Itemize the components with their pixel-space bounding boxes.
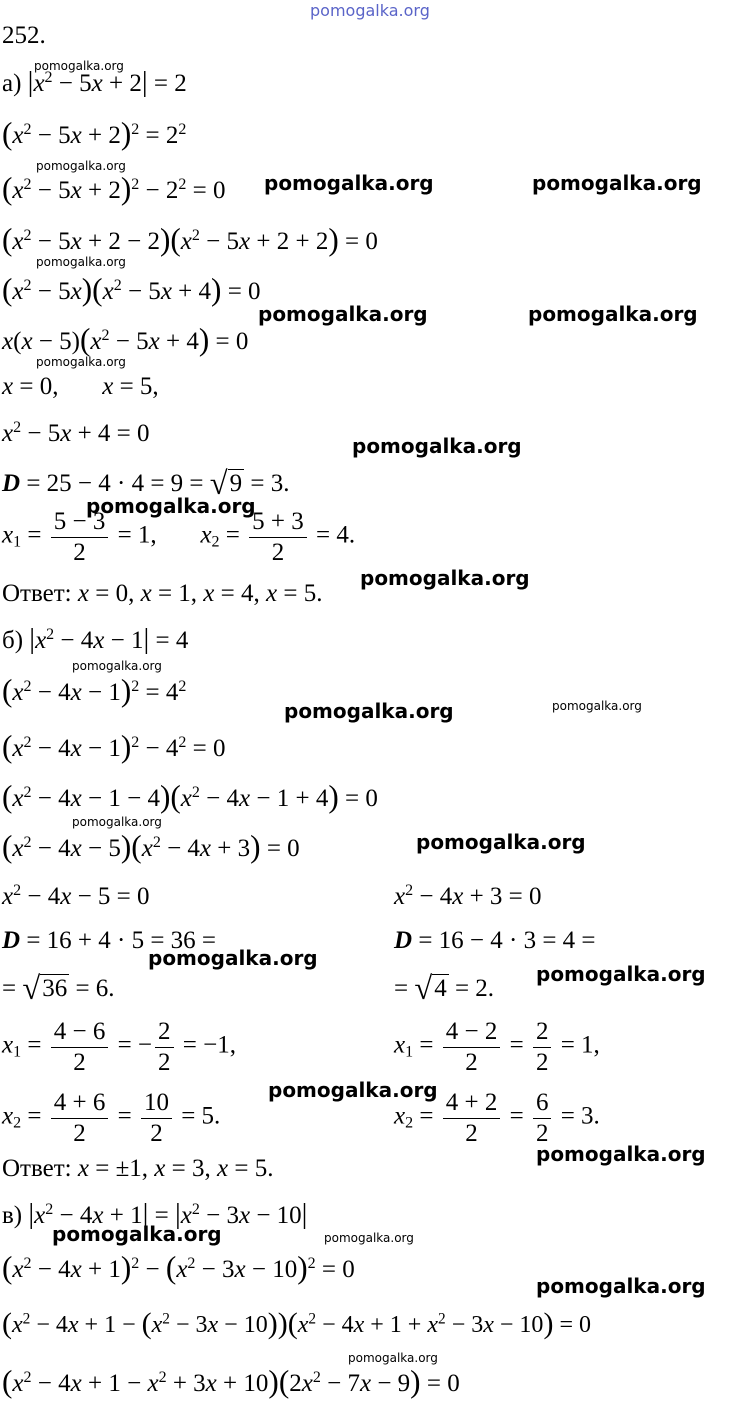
watermark: pomogalka.org: [536, 1142, 706, 1166]
watermark: pomogalka.org: [36, 355, 126, 369]
equation-b-right-sqrt: = √4 = 2.: [394, 970, 495, 1007]
watermark: pomogalka.org: [72, 815, 162, 829]
equation-a-discriminant: D = 25 − 4 · 4 = 9 = √9 = 3.: [2, 465, 290, 502]
site-header-watermark: pomogalka.org: [310, 1, 430, 20]
equation-b-step3: $(x^2 - 4x - 1 - 4)(x^2 - 4x - 1 + 4) = 0$: [2, 779, 378, 815]
equation-b-left-discriminant: D = 16 + 4 · 5 = 36 =: [2, 927, 217, 954]
answer-a: Ответ: x = 0, x = 1, x = 4, x = 5.: [2, 580, 323, 607]
watermark: pomogalka.org: [258, 302, 428, 326]
equation-v-step1: $(x^2 - 4x + 1)^2 - (x^2 - 3x - 10)^2 = 0$: [2, 1250, 355, 1286]
equation-b-right-x2: $x_2$ = $\frac{4 + 2}{2}$ = $\frac{6}{2}$ = 3.: [394, 1089, 600, 1147]
part-a-label: а): [2, 70, 22, 97]
watermark: pomogalka.org: [532, 171, 702, 195]
problem-number: 252.: [2, 22, 46, 49]
watermark: pomogalka.org: [536, 962, 706, 986]
watermark: pomogalka.org: [36, 255, 126, 269]
watermark: pomogalka.org: [360, 566, 530, 590]
watermark: pomogalka.org: [348, 1351, 438, 1365]
answer-b: Ответ: x = ±1, x = 3, x = 5.: [2, 1155, 274, 1182]
watermark: pomogalka.org: [264, 171, 434, 195]
equation-v-step3: $(x^2 - 4x + 1 - x^2 + 3x + 10)(2x^2 - 7x - 9) = 0$: [2, 1364, 460, 1400]
equation-b-step1: $(x^2 - 4x - 1)^2 = 4^2$: [2, 673, 187, 709]
equation-a-quadratic: $x^2 - 5x + 4 = 0$: [2, 419, 150, 447]
answer-b-label: Ответ:: [2, 1155, 72, 1182]
equation-b-right-discriminant: D = 16 − 4 · 3 = 4 =: [394, 927, 596, 954]
equation-b-left-x2: $x_2$ = $\frac{4 + 6}{2}$ = $\frac{10}{2}$ = 5.: [2, 1089, 221, 1147]
equation-v-given: в) $|x^2 - 4x + 1| = |x^2 - 3x - 10|$: [2, 1198, 308, 1230]
equation-a-step5: $x(x - 5)(x^2 - 5x + 4) = 0$: [2, 322, 249, 358]
part-v-label: в): [2, 1202, 23, 1229]
equation-b-left-quadratic: $x^2 - 4x - 5 = 0$: [2, 882, 150, 910]
equation-b-step4: $(x^2 - 4x - 5)(x^2 - 4x + 3) = 0$: [2, 829, 300, 865]
watermark: pomogalka.org: [324, 1231, 414, 1245]
watermark: pomogalka.org: [528, 302, 698, 326]
equation-a-roots2: $x_1$ = $\frac{5 - 3}{2}$ = 1, $x_2$ = $\frac{5 + 3}{2}$ = 4.: [2, 508, 356, 566]
answer-a-label: Ответ:: [2, 580, 72, 607]
watermark: pomogalka.org: [72, 659, 162, 673]
equation-b-step2: $(x^2 - 4x - 1)^2 - 4^2 = 0$: [2, 729, 226, 765]
watermark: pomogalka.org: [148, 946, 318, 970]
equation-b-given: б) $|x^2 - 4x - 1| = 4$: [2, 623, 189, 655]
watermark: pomogalka.org: [536, 1274, 706, 1298]
equation-a-step4: $(x^2 - 5x)(x^2 - 5x + 4) = 0$: [2, 272, 261, 308]
watermark: pomogalka.org: [284, 699, 454, 723]
equation-a-step1: $(x^2 - 5x + 2)^2 = 2^2$: [2, 116, 187, 152]
equation-a-roots1: x = 0, x = 5,: [2, 373, 159, 400]
watermark: pomogalka.org: [52, 1222, 222, 1246]
equation-b-right-quadratic: $x^2 - 4x + 3 = 0$: [394, 882, 542, 910]
watermark: pomogalka.org: [268, 1078, 438, 1102]
watermark: pomogalka.org: [34, 59, 124, 73]
part-b-label: б): [2, 627, 24, 654]
watermark: pomogalka.org: [416, 830, 586, 854]
watermark: pomogalka.org: [552, 699, 642, 713]
watermark: pomogalka.org: [86, 494, 256, 518]
equation-b-left-sqrt: = √36 = 6.: [2, 970, 115, 1007]
equation-b-left-x1: $x_1$ = $\frac{4 - 6}{2}$ = − $\frac{2}{2}$ = −1,: [2, 1018, 236, 1076]
equation-b-right-x1: $x_1$ = $\frac{4 - 2}{2}$ = $\frac{2}{2}$ = 1,: [394, 1018, 600, 1076]
equation-a-step3: $(x^2 - 5x + 2 - 2)(x^2 - 5x + 2 + 2) = 0$: [2, 222, 378, 258]
equation-a-step2: $(x^2 - 5x + 2)^2 - 2^2 = 0$: [2, 171, 226, 207]
equation-a-given: а) $|x^2 - 5x + 2| = 2$: [2, 66, 187, 98]
equation-v-step2: $(x^2 - 4x + 1 - (x^2 - 3x - 10))(x^2 - 4x + 1 + x^2 - 3x - 10) = 0$: [2, 1307, 591, 1341]
watermark: pomogalka.org: [36, 159, 126, 173]
watermark: pomogalka.org: [352, 434, 522, 458]
